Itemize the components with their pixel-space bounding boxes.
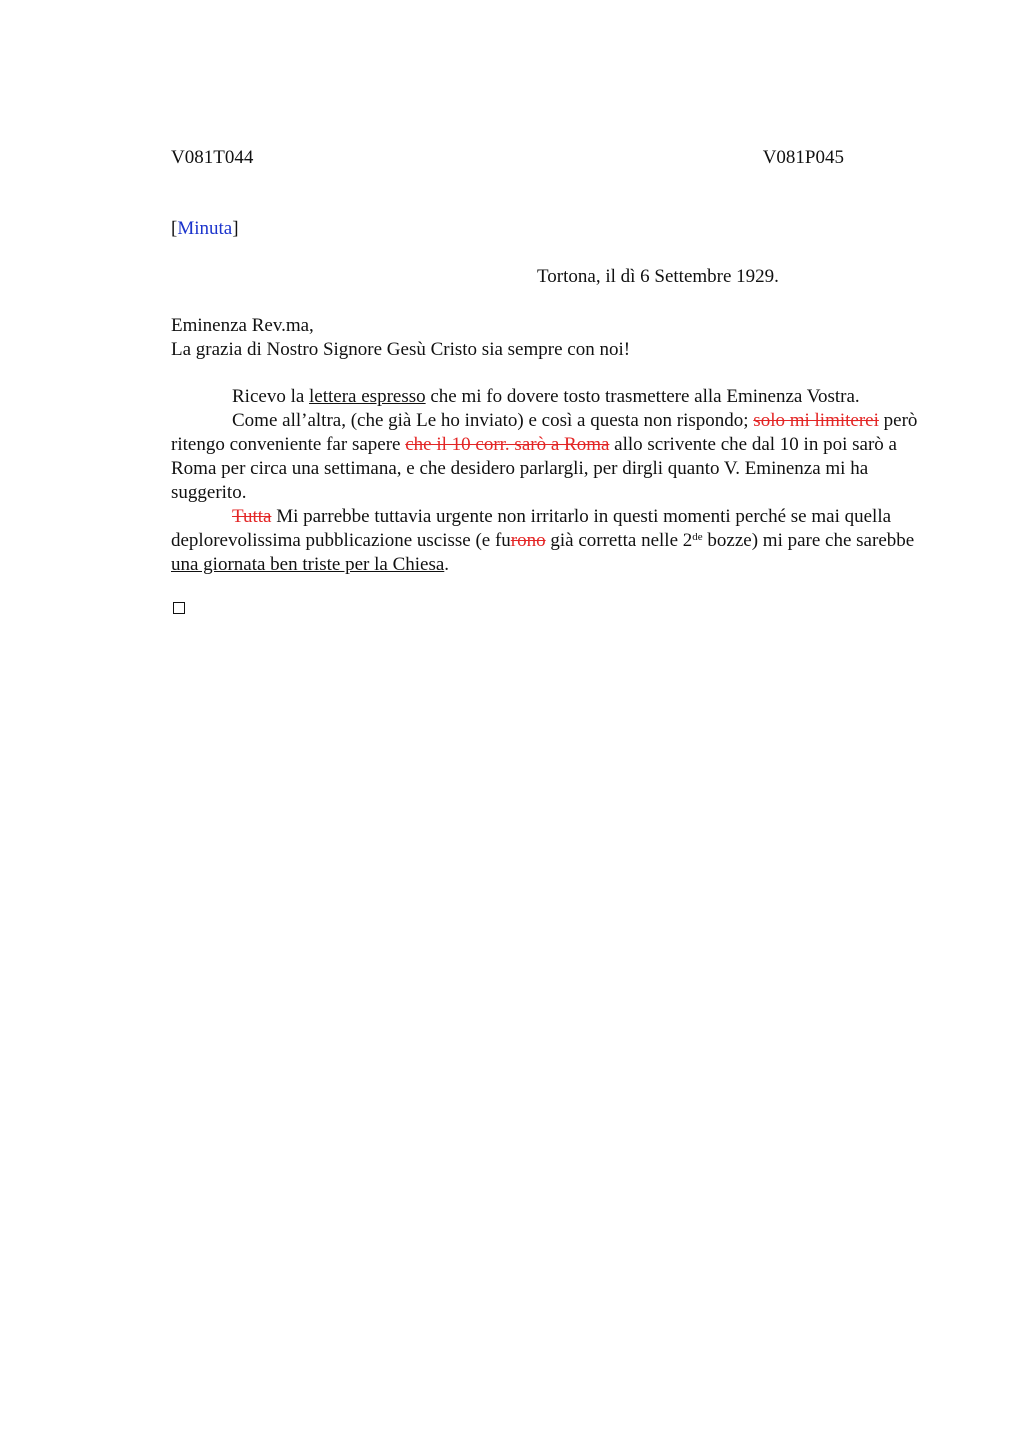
- salutation-line-2: La grazia di Nostro Signore Gesù Cristo sia sempre con noi!: [171, 339, 631, 360]
- text-run: Mi parrebbe tuttavia urgente non irritarlo in questi momenti perché se mai quella deplorevolissima pubblicazione uscisse (e fu: [171, 506, 892, 551]
- text-run: allo scrivente che dal 10 in poi sarò a Roma per circa una settimana, e che desidero parlargli, per dirgli quanto V. Eminenza mi ha suggerito.: [171, 434, 897, 503]
- header-ids: [171, 147, 844, 169]
- text-run: .: [444, 554, 450, 575]
- paragraph-2: [171, 409, 919, 505]
- underlined-text: lettera espresso: [309, 386, 426, 407]
- deleted-text: che il 10 corr. sarò a Roma: [405, 434, 610, 455]
- deleted-text: Tutta: [232, 506, 272, 527]
- document-id-right: V081P045: [762, 147, 844, 168]
- text-run: che mi fo dovere tosto trasmettere alla Eminenza Vostra.: [425, 386, 860, 407]
- text-run: già corretta nelle 2: [545, 530, 693, 551]
- salutation: [171, 314, 630, 362]
- text-run: Ricevo la: [232, 386, 310, 407]
- salutation-line-1: Eminenza Rev.ma,: [171, 315, 314, 336]
- letter-body: [171, 385, 919, 577]
- paragraph-3: [171, 505, 919, 577]
- text-run: però ritengo conveniente far sapere: [171, 410, 918, 455]
- superscript: de: [692, 531, 703, 543]
- text-run: Come all’altra, (che già Le ho inviato) e così a questa non rispondo;: [232, 410, 754, 431]
- deleted-text: rono: [510, 530, 546, 551]
- minuta-tag: Minuta: [177, 218, 233, 239]
- minuta-label: [171, 218, 239, 240]
- bracket-close: ]: [232, 218, 239, 239]
- underlined-text: una giornata ben triste per la Chiesa: [171, 554, 445, 575]
- empty-checkbox-glyph: [173, 602, 185, 614]
- document-id-left: V081T044: [171, 147, 254, 168]
- bracket-open: [: [171, 218, 178, 239]
- dateline: Tortona, il dì 6 Settembre 1929.: [537, 266, 779, 287]
- deleted-text: solo mi limiterei: [753, 410, 879, 431]
- paragraph-1: [171, 385, 919, 409]
- text-run: bozze) mi pare che sarebbe: [702, 530, 915, 551]
